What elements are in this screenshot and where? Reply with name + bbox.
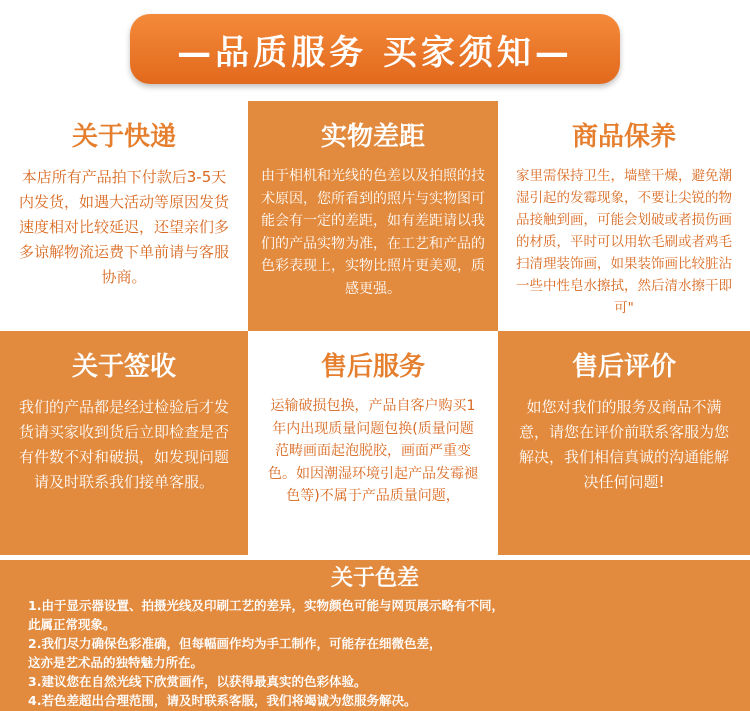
cell-body: 家里需保持卫生，墙壁干燥，避免潮湿引起的发霉现象，不要让尖锐的物品接触到画，可能会划破或者损伤画的材质，平时可以用软毛刷或者鸡毛扫清理装饰画，如果装饰画比较脏沾一些中性皂水擦拭，然后清水擦干即可" [516, 168, 732, 316]
note-line: 3.建议您在自然光线下欣赏画作，以获得最真实的色彩体验。 [28, 674, 367, 689]
cell-after-sales [248, 331, 498, 555]
header-banner: —品质服务 买家须知— [130, 14, 620, 84]
note-line: 1.由于显示器设置、拍摄光线及印刷工艺的差异，实物颜色可能与网页展示略有不同， [28, 598, 504, 613]
cell-title: 售后服务 [320, 352, 425, 382]
cell-difference [248, 101, 498, 331]
cell-body: 如您对我们的服务及商品不满意，请您在评价前联系客服为您解决，我们相信真诚的沟通能解决任何问题! [518, 398, 729, 491]
cell-title: 商品保养 [571, 122, 676, 152]
cell-body: 我们的产品都是经过检验后才发货请买家收到货后立即检查是否有件数不对和破损，如发现问题请及时联系我们接单客服。 [18, 398, 229, 491]
cell-maintenance [498, 101, 750, 331]
cell-shipping [0, 101, 248, 331]
info-grid [0, 101, 750, 555]
cell-body: 由于相机和光线的色差以及拍照的技术原因，您所看到的照片与实物图可能会有一定的差距，如有差距请以我们的产品实物为准，在工艺和产品的色彩表现上，实物比照片更美观，质感更强。 [261, 168, 485, 297]
note-line: 2.我们尽力确保色彩准确，但每幅画作均为手工制作，可能存在细微色差， [28, 636, 442, 651]
cell-receipt [0, 331, 248, 555]
cell-title: 关于快递 [71, 122, 176, 152]
note-line: 此属正常现象。 [28, 617, 116, 632]
note-line: 这亦是艺术品的独特魅力所在。 [28, 655, 204, 670]
cell-body: 本店所有产品拍下付款后3-5天内发货，如遇大活动等原因发货速度相对比较延迟，还望亲们多多谅解物流运费下单前请与客服协商。 [18, 168, 229, 286]
cell-title: 实物差距 [320, 122, 425, 152]
note-line: 4.若色差超出合理范围，请及时联系客服，我们将竭诚为您服务解决。 [28, 693, 417, 708]
cell-review [498, 331, 750, 555]
cell-title: 售后评价 [571, 352, 676, 382]
cell-body: 运输破损包换，产品自客户购买1年内出现质量问题包换(质量问题范畴画面起泡脱胶，画面严重变色。如因潮湿环境引起产品发霉褪色等)不属于产品质量问题， [268, 398, 478, 504]
cell-title: 关于签收 [71, 352, 176, 382]
color-difference-section [0, 560, 750, 711]
section-title: 关于色差 [330, 566, 419, 591]
color-notes [0, 596, 750, 710]
